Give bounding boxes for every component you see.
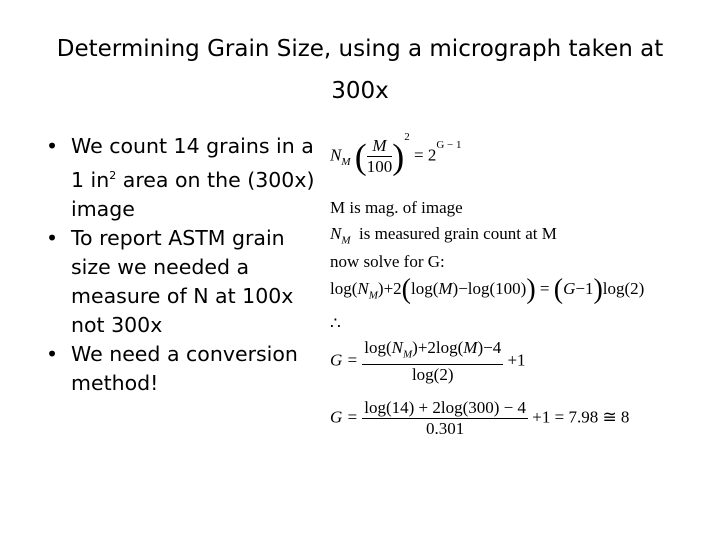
symbol-m: M bbox=[438, 278, 453, 298]
log-open: log( bbox=[364, 338, 392, 357]
log-open: log( bbox=[330, 278, 358, 298]
g-equals: G = bbox=[330, 350, 358, 370]
denominator: 0.301 bbox=[426, 419, 465, 438]
solve-line: now solve for G: bbox=[330, 252, 445, 271]
g-equals: G = bbox=[330, 407, 358, 427]
superscript: 2 bbox=[109, 169, 117, 182]
bullet-text: area on the (300x) image bbox=[71, 167, 315, 221]
count-definition bbox=[330, 224, 557, 246]
paren-right: ) bbox=[526, 274, 536, 305]
equation-4 bbox=[330, 398, 629, 439]
equation-panel bbox=[330, 130, 710, 456]
denominator: log(2) bbox=[411, 365, 454, 385]
bullet-text: To report ASTM grain size we needed a measure of N at 100x not 300x bbox=[71, 225, 294, 337]
plus-one: +1 bbox=[507, 350, 526, 370]
paren-left: ( bbox=[354, 136, 367, 177]
bullet-icon: • bbox=[46, 341, 59, 366]
slide-title: Determining Grain Size, using a micrograph taken at 300x bbox=[56, 36, 664, 104]
mag-definition: M is mag. of image bbox=[330, 198, 463, 217]
denominator: 100 bbox=[366, 157, 393, 176]
log-100: )−log(100) bbox=[452, 278, 527, 298]
symbol-n: N bbox=[357, 278, 369, 298]
plus-two: )+2 bbox=[377, 278, 402, 298]
rhs: = 2 bbox=[414, 145, 437, 165]
rhs-exponent: G − 1 bbox=[436, 138, 462, 151]
bullet-item bbox=[48, 224, 328, 340]
bullet-item bbox=[48, 132, 328, 224]
fraction bbox=[367, 136, 393, 177]
log-open: log( bbox=[410, 278, 439, 298]
bullet-item bbox=[48, 340, 328, 398]
equals: = bbox=[539, 278, 550, 298]
symbol-sub: M bbox=[368, 289, 378, 302]
log-2: log(2) bbox=[602, 278, 645, 298]
symbol-m: M bbox=[372, 136, 387, 155]
therefore-symbol: ∴ bbox=[330, 314, 341, 333]
bullet-icon: • bbox=[46, 225, 59, 250]
bullet-text: We count 14 grains in a 1 in bbox=[71, 134, 314, 192]
equation-2 bbox=[330, 276, 644, 304]
fraction bbox=[362, 338, 503, 385]
paren-right: ) bbox=[392, 136, 405, 177]
symbol-n: N bbox=[330, 224, 342, 243]
plus-two-log: )+2log( bbox=[412, 338, 464, 357]
symbol-g: G bbox=[563, 278, 576, 298]
symbol-sub: M bbox=[341, 155, 351, 168]
fraction bbox=[362, 398, 528, 439]
minus-one: −1 bbox=[575, 278, 594, 298]
symbol-n: N bbox=[330, 145, 342, 165]
symbol-sub: M bbox=[402, 348, 413, 361]
exponent: 2 bbox=[404, 130, 410, 143]
bullet-text: We need a conversion method! bbox=[71, 341, 298, 395]
bullet-list bbox=[48, 132, 328, 398]
numerator: log(14) + 2log(300) − 4 bbox=[364, 398, 527, 417]
symbol-sub: M bbox=[341, 234, 351, 247]
paren-left: ( bbox=[401, 274, 411, 305]
paren-left: ( bbox=[553, 274, 564, 305]
bullet-icon: • bbox=[46, 134, 59, 158]
result: +1 = 7.98 ≅ 8 bbox=[532, 407, 630, 427]
count-text: is measured grain count at M bbox=[359, 224, 557, 243]
symbol-m: M bbox=[463, 338, 478, 357]
minus-four: )−4 bbox=[477, 338, 502, 357]
paren-right: ) bbox=[593, 274, 603, 305]
equation-3 bbox=[330, 338, 526, 385]
symbol-n: N bbox=[391, 338, 403, 357]
equation-1 bbox=[330, 130, 462, 177]
